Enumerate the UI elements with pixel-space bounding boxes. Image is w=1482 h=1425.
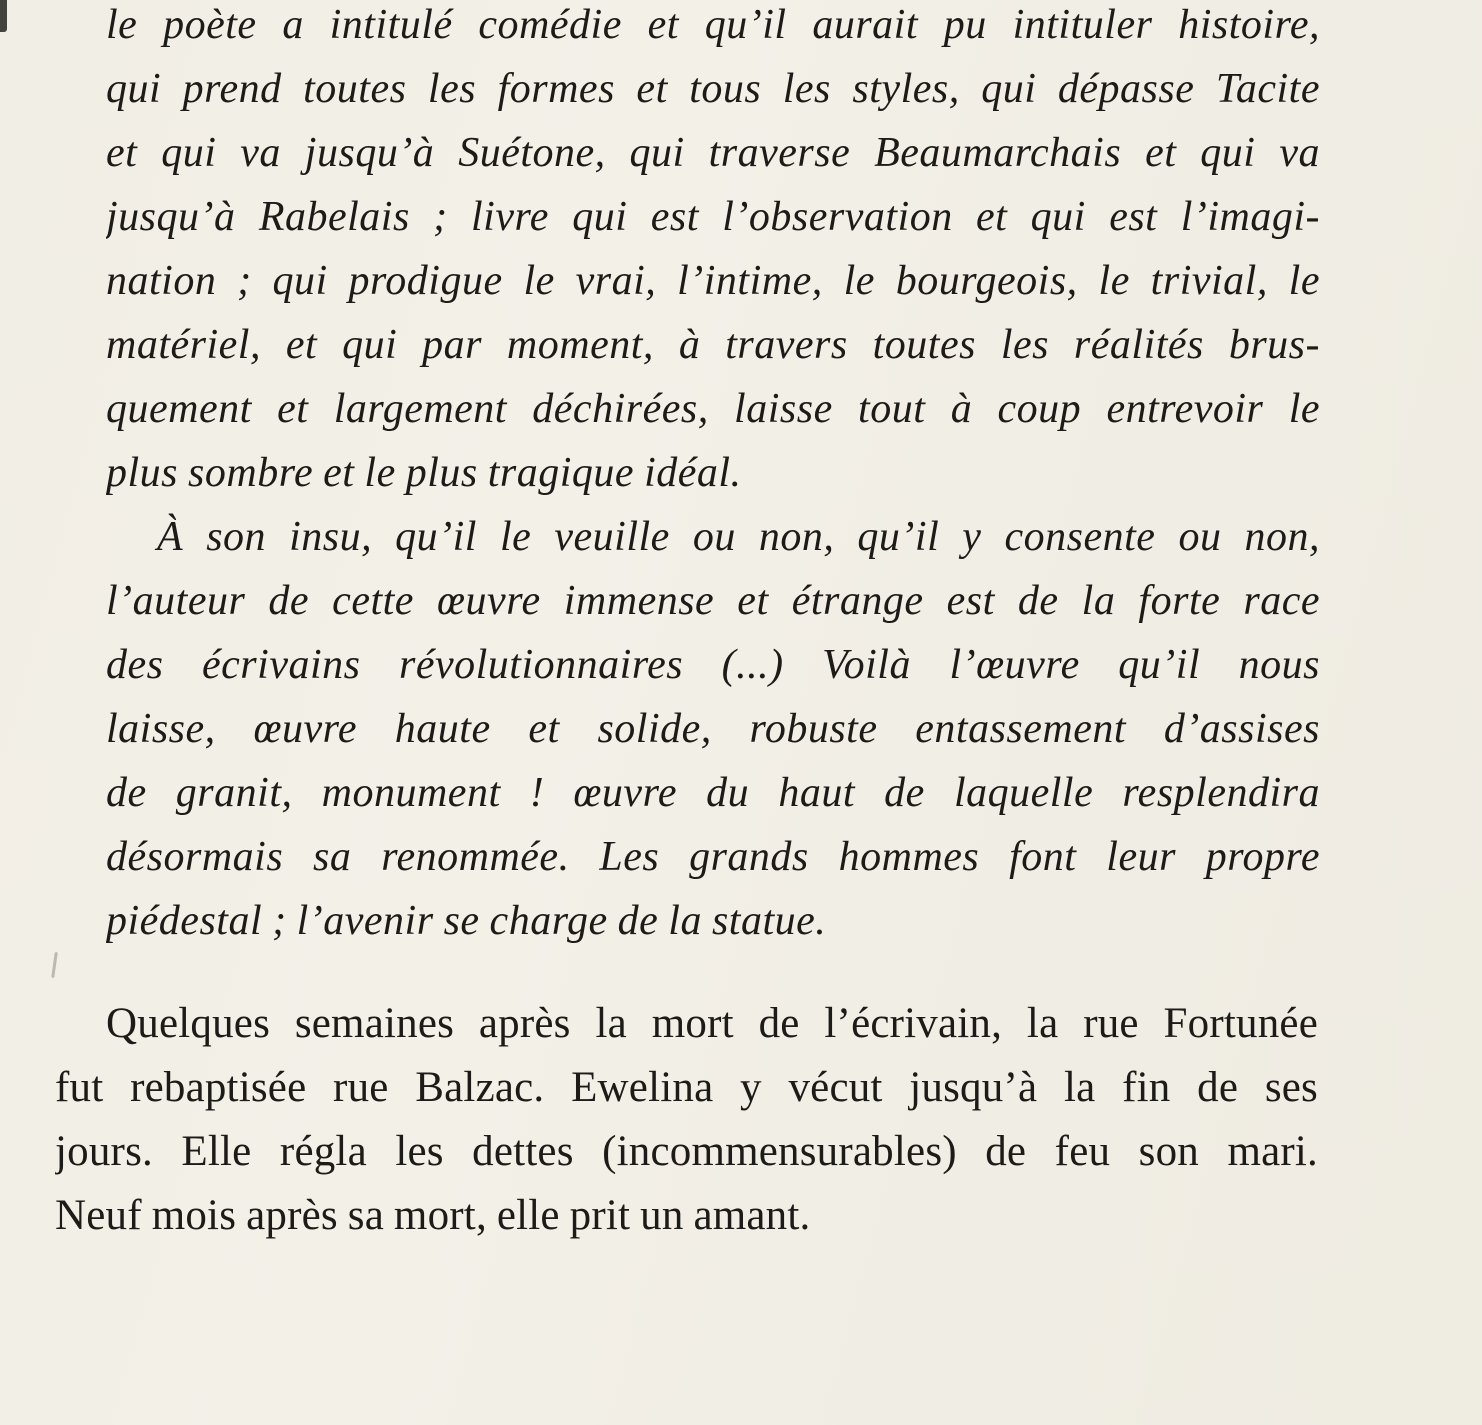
text-line: jusqu’à Rabelais ; livre qui est l’observation et qui est l’imagi- [106, 194, 1320, 240]
text-line: laisse, œuvre haute et solide, robuste entassement d’assises [106, 706, 1320, 752]
text-line: quement et largement déchirées, laisse tout à coup entrevoir le [106, 386, 1320, 432]
scan-edge-artifact [0, 0, 7, 32]
text-line: Neuf mois après sa mort, elle prit un amant. [55, 1192, 811, 1239]
text-line: fut rebaptisée rue Balzac. Ewelina y vécut jusqu’à la fin de ses [55, 1064, 1318, 1111]
text-line: nation ; qui prodigue le vrai, l’intime, le bourgeois, le trivial, le [106, 258, 1320, 304]
text-line: qui prend toutes les formes et tous les styles, qui dépasse Tacite [106, 66, 1320, 112]
text-line: Quelques semaines après la mort de l’écrivain, la rue Fortunée [106, 1000, 1318, 1047]
text-line: l’auteur de cette œuvre immense et étrange est de la forte race [106, 578, 1320, 624]
text-line: désormais sa renommée. Les grands hommes font leur propre [106, 834, 1320, 880]
text-line: plus sombre et le plus tragique idéal. [106, 450, 742, 496]
scan-speck-artifact [51, 952, 58, 978]
text-line: matériel, et qui par moment, à travers toutes les réalités brus- [106, 322, 1320, 368]
body-text-block [55, 992, 1318, 1248]
text-line: de granit, monument ! œuvre du haut de laquelle resplendira [106, 770, 1320, 816]
text-line: À son insu, qu’il le veuille ou non, qu’il y consente ou non, [157, 514, 1320, 560]
text-line: et qui va jusqu’à Suétone, qui traverse Beaumarchais et qui va [106, 130, 1320, 176]
text-line: jours. Elle régla les dettes (incommensurables) de feu son mari. [55, 1128, 1318, 1175]
text-line: piédestal ; l’avenir se charge de la statue. [106, 898, 827, 944]
text-line: des écrivains révolutionnaires (...) Voilà l’œuvre qu’il nous [106, 642, 1320, 688]
quote-block [106, 0, 1320, 953]
text-line: le poète a intitulé comédie et qu’il aurait pu intituler histoire, [106, 2, 1320, 48]
